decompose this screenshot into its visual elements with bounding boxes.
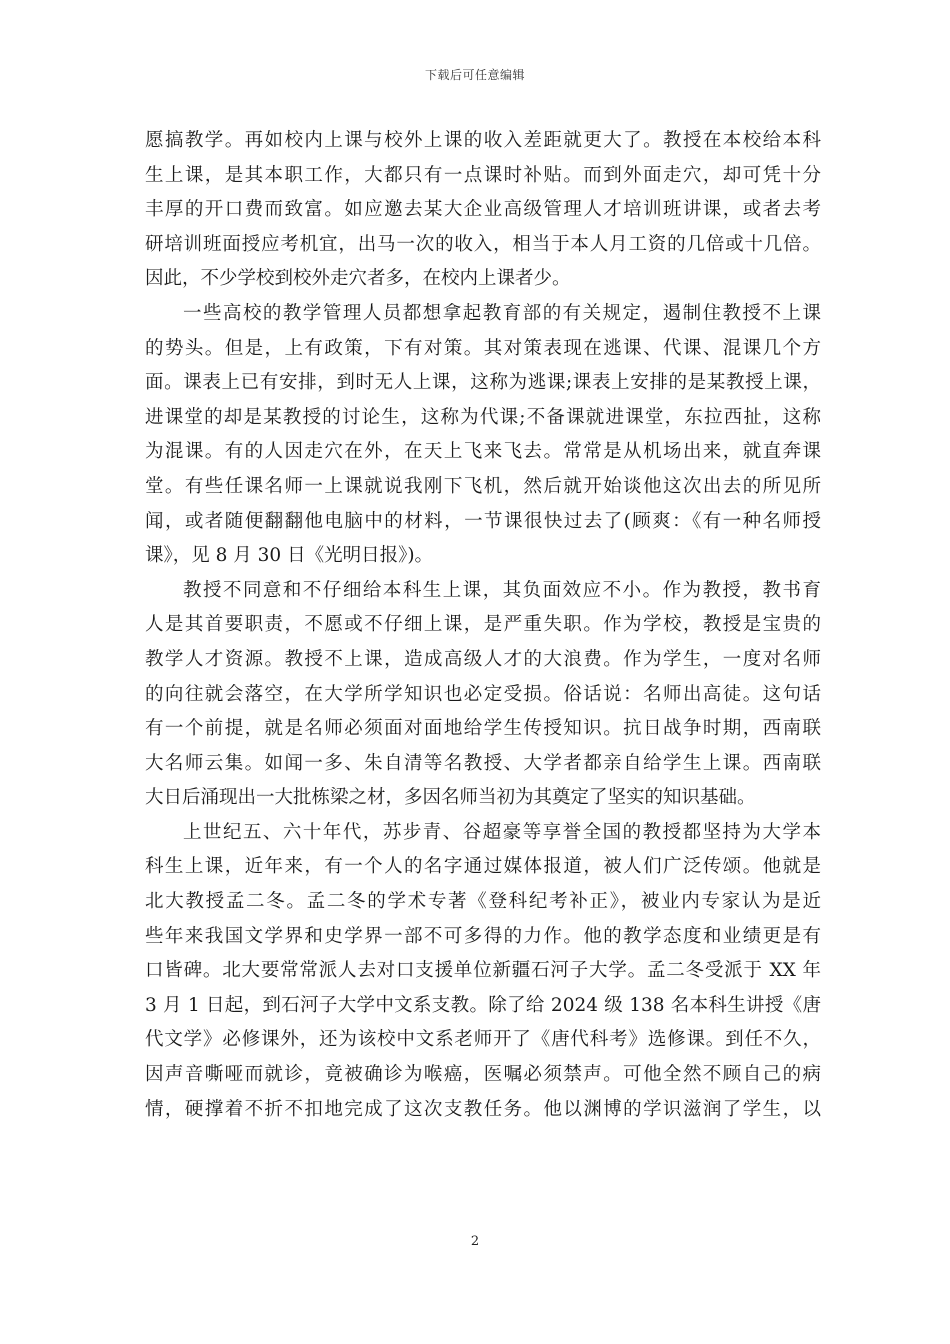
text-line: 的向往就会落空，在大学所学知识也必定受损。俗话说：名师出高徒。这句话 (145, 683, 821, 705)
text-line: 北大教授孟二冬。孟二冬的学术专著《登科纪考补正》，被业内专家认为是近 (145, 891, 821, 913)
text-line: 研培训班面授应考机宜，出马一次的收入，相当于本人月工资的几倍或十几倍。 (145, 233, 821, 255)
text-line: 愿搞教学。再如校内上课与校外上课的收入差距就更大了。教授在本校给本科 (145, 130, 821, 151)
text-line: 生上课，是其本职工作，大都只有一点课时补贴。而到外面走穴，却可凭十分 (145, 164, 821, 186)
text-line: 为混课。有的人因走穴在外，在天上飞来飞去。常常是从机场出来，就直奔课 (145, 441, 821, 463)
document-body (145, 124, 821, 1127)
text-line: 进课堂的却是某教授的讨论生，这称为代课;不备课就进课堂，东拉西扯，这称 (145, 406, 821, 428)
text-line: 科生上课，近年来，有一个人的名字通过媒体报道，被人们广泛传颂。他就是 (145, 856, 821, 878)
text-line: 一些高校的教学管理人员都想拿起教育部的有关规定，遏制住教授不上课 (183, 302, 821, 324)
text-line: 代文学》必修课外，还为该校中文系老师开了《唐代科考》选修课。到任不久， (145, 1029, 821, 1051)
text-line: 丰厚的开口费而致富。如应邀去某大企业高级管理人才培训班讲课，或者去考 (145, 199, 821, 221)
page-number: 2 (470, 1234, 480, 1249)
text-line: 闻，或者随便翻翻他电脑中的材料，一节课很快过去了(顾爽：《有一种名师授 (145, 510, 821, 532)
text-line: 口皆碑。北大要常常派人去对口支援单位新疆石河子大学。孟二冬受派于 XX 年 (145, 960, 821, 982)
text-line: 情，硬撑着不折不扣地完成了这次支教任务。他以渊博的学识滋润了学生，以 (145, 1098, 821, 1120)
paragraph (145, 574, 821, 816)
paragraph (145, 816, 821, 1127)
text-line: 因此，不少学校到校外走穴者多，在校内上课者少。 (145, 268, 571, 290)
text-line: 上世纪五、六十年代，苏步青、谷超豪等享誉全国的教授都坚持为大学本 (183, 821, 821, 843)
paragraph (145, 124, 821, 297)
text-line: 教学人才资源。教授不上课，造成高级人才的大浪费。作为学生，一度对名师 (145, 648, 821, 670)
text-line: 大日后涌现出一大批栋梁之材，多因名师当初为其奠定了坚实的知识基础。 (145, 787, 756, 809)
text-line: 教授不同意和不仔细给本科生上课，其负面效应不小。作为教授，教书育 (183, 579, 821, 601)
text-line: 的势头。但是，上有政策，下有对策。其对策表现在逃课、代课、混课几个方 (145, 337, 821, 359)
text-line: 3 月 1 日起，到石河子大学中文系支教。除了给 2024 级 138 名本科生讲授《唐 (145, 994, 821, 1016)
text-line: 因声音嘶哑而就诊，竟被确诊为喉癌，医嘱必须禁声。可他全然不顾自己的病 (145, 1064, 821, 1086)
text-line: 课》，见 8 月 30 日《光明日报》)。 (145, 545, 434, 567)
text-line: 人是其首要职责，不愿或不仔细上课，是严重失职。作为学校，教授是宝贵的 (145, 614, 821, 636)
text-line: 面。课表上已有安排，到时无人上课，这称为逃课;课表上安排的是某教授上课， (145, 372, 821, 394)
text-line: 堂。有些任课名师一上课就说我刚下飞机，然后就开始谈他这次出去的所见所 (145, 475, 821, 497)
paragraph (145, 297, 821, 574)
text-line: 些年来我国文学界和史学界一部不可多得的力作。他的教学态度和业绩更是有 (145, 925, 821, 947)
text-line: 有一个前提，就是名师必须面对面地给学生传授知识。抗日战争时期，西南联 (145, 718, 821, 740)
text-line: 大名师云集。如闻一多、朱自清等名教授、大学者都亲自给学生上课。西南联 (145, 752, 821, 774)
page-header: 下载后可任意编辑 (424, 68, 525, 82)
